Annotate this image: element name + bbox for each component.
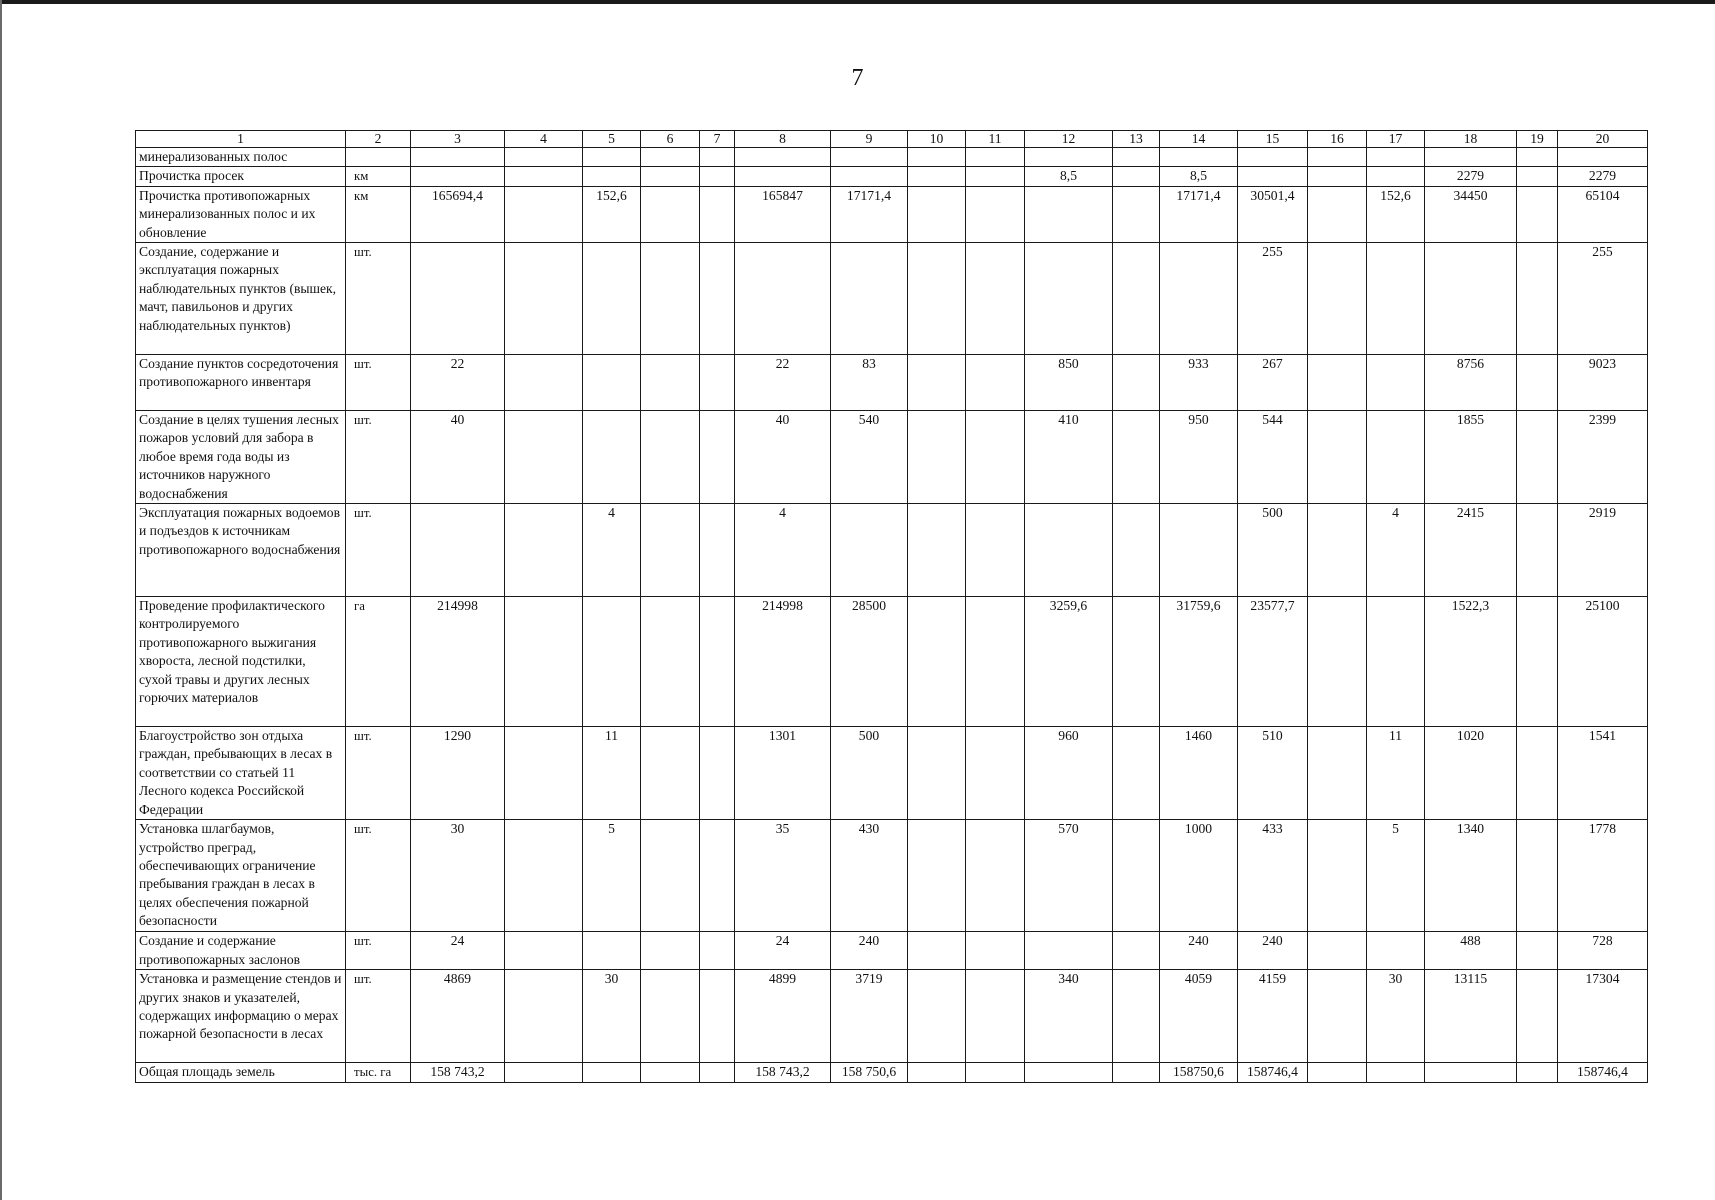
value-cell: 152,6 bbox=[583, 186, 641, 242]
value-cell: 30 bbox=[583, 970, 641, 1063]
value-cell: 267 bbox=[1238, 355, 1308, 411]
header-cell: 17 bbox=[1367, 131, 1425, 148]
value-cell: 11 bbox=[583, 727, 641, 820]
value-cell bbox=[1517, 148, 1558, 167]
value-cell bbox=[700, 970, 735, 1063]
value-cell bbox=[966, 186, 1025, 242]
value-cell bbox=[583, 411, 641, 504]
value-cell bbox=[735, 148, 831, 167]
value-cell bbox=[908, 243, 966, 355]
value-cell: 35 bbox=[735, 820, 831, 932]
value-cell: 2399 bbox=[1558, 411, 1648, 504]
value-cell bbox=[1308, 355, 1367, 411]
table-row bbox=[136, 932, 1648, 970]
value-cell bbox=[505, 932, 583, 970]
value-cell bbox=[1517, 727, 1558, 820]
value-cell bbox=[641, 932, 700, 970]
page-top-border bbox=[0, 0, 1715, 4]
table-row bbox=[136, 243, 1648, 355]
value-cell bbox=[1113, 186, 1160, 242]
value-cell bbox=[505, 186, 583, 242]
value-cell bbox=[1160, 148, 1238, 167]
value-cell: 5 bbox=[1367, 820, 1425, 932]
value-cell: 2279 bbox=[1558, 167, 1648, 186]
value-cell bbox=[908, 355, 966, 411]
value-cell bbox=[505, 504, 583, 597]
value-cell bbox=[1113, 148, 1160, 167]
value-cell bbox=[505, 148, 583, 167]
value-cell bbox=[700, 727, 735, 820]
value-cell: 433 bbox=[1238, 820, 1308, 932]
value-cell bbox=[908, 504, 966, 597]
value-cell bbox=[1308, 504, 1367, 597]
value-cell: 1778 bbox=[1558, 820, 1648, 932]
value-cell: 4 bbox=[735, 504, 831, 597]
value-cell bbox=[1517, 597, 1558, 727]
value-cell: 83 bbox=[831, 355, 908, 411]
header-cell: 7 bbox=[700, 131, 735, 148]
value-cell bbox=[700, 243, 735, 355]
value-cell bbox=[1308, 970, 1367, 1063]
table-row bbox=[136, 504, 1648, 597]
unit-cell: шт. bbox=[346, 243, 411, 355]
value-cell bbox=[505, 597, 583, 727]
value-cell: 1290 bbox=[411, 727, 505, 820]
value-cell bbox=[908, 186, 966, 242]
value-cell: 933 bbox=[1160, 355, 1238, 411]
value-cell: 152,6 bbox=[1367, 186, 1425, 242]
column-numbers-row bbox=[136, 131, 1648, 148]
value-cell: 24 bbox=[735, 932, 831, 970]
value-cell: 40 bbox=[735, 411, 831, 504]
value-cell bbox=[966, 932, 1025, 970]
value-cell bbox=[831, 243, 908, 355]
value-cell: 1020 bbox=[1425, 727, 1517, 820]
value-cell bbox=[1238, 167, 1308, 186]
value-cell: 430 bbox=[831, 820, 908, 932]
value-cell: 540 bbox=[831, 411, 908, 504]
value-cell: 1460 bbox=[1160, 727, 1238, 820]
value-cell bbox=[1025, 504, 1113, 597]
value-cell bbox=[966, 970, 1025, 1063]
value-cell: 1301 bbox=[735, 727, 831, 820]
value-cell bbox=[641, 167, 700, 186]
value-cell: 2919 bbox=[1558, 504, 1648, 597]
value-cell bbox=[1113, 727, 1160, 820]
value-cell bbox=[411, 148, 505, 167]
value-cell bbox=[1517, 243, 1558, 355]
value-cell: 158746,4 bbox=[1558, 1063, 1648, 1082]
value-cell: 4 bbox=[583, 504, 641, 597]
value-cell bbox=[1308, 411, 1367, 504]
value-cell bbox=[1517, 411, 1558, 504]
value-cell bbox=[1517, 504, 1558, 597]
value-cell bbox=[700, 411, 735, 504]
value-cell: 1541 bbox=[1558, 727, 1648, 820]
row-name-cell: Прочистка противопожарных минерализованных полос и их обновление bbox=[136, 186, 346, 242]
value-cell bbox=[1308, 167, 1367, 186]
value-cell: 40 bbox=[411, 411, 505, 504]
header-cell: 9 bbox=[831, 131, 908, 148]
value-cell bbox=[1308, 148, 1367, 167]
value-cell bbox=[1517, 970, 1558, 1063]
value-cell: 17171,4 bbox=[831, 186, 908, 242]
value-cell bbox=[1113, 355, 1160, 411]
value-cell bbox=[1367, 243, 1425, 355]
value-cell bbox=[966, 504, 1025, 597]
value-cell: 500 bbox=[1238, 504, 1308, 597]
value-cell bbox=[735, 243, 831, 355]
value-cell bbox=[966, 597, 1025, 727]
value-cell: 31759,6 bbox=[1160, 597, 1238, 727]
value-cell: 4159 bbox=[1238, 970, 1308, 1063]
value-cell bbox=[1238, 148, 1308, 167]
value-cell bbox=[1025, 932, 1113, 970]
value-cell: 3719 bbox=[831, 970, 908, 1063]
value-cell bbox=[505, 243, 583, 355]
value-cell: 30501,4 bbox=[1238, 186, 1308, 242]
value-cell bbox=[1308, 243, 1367, 355]
table-row bbox=[136, 186, 1648, 242]
header-cell: 19 bbox=[1517, 131, 1558, 148]
value-cell bbox=[700, 355, 735, 411]
value-cell bbox=[966, 820, 1025, 932]
row-name-cell: минерализованных полос bbox=[136, 148, 346, 167]
value-cell: 240 bbox=[831, 932, 908, 970]
value-cell bbox=[1425, 243, 1517, 355]
value-cell bbox=[700, 1063, 735, 1082]
value-cell: 23577,7 bbox=[1238, 597, 1308, 727]
value-cell: 158 743,2 bbox=[411, 1063, 505, 1082]
header-cell: 3 bbox=[411, 131, 505, 148]
header-cell: 13 bbox=[1113, 131, 1160, 148]
value-cell bbox=[1308, 820, 1367, 932]
value-cell: 500 bbox=[831, 727, 908, 820]
table-row bbox=[136, 970, 1648, 1063]
value-cell: 850 bbox=[1025, 355, 1113, 411]
value-cell bbox=[1425, 1063, 1517, 1082]
value-cell bbox=[1113, 167, 1160, 186]
value-cell bbox=[641, 597, 700, 727]
value-cell: 17171,4 bbox=[1160, 186, 1238, 242]
table-row bbox=[136, 411, 1648, 504]
unit-cell: км bbox=[346, 186, 411, 242]
value-cell bbox=[641, 820, 700, 932]
value-cell: 165847 bbox=[735, 186, 831, 242]
value-cell: 510 bbox=[1238, 727, 1308, 820]
value-cell: 4059 bbox=[1160, 970, 1238, 1063]
value-cell bbox=[1367, 355, 1425, 411]
value-cell bbox=[831, 167, 908, 186]
row-name-cell: Прочистка просек bbox=[136, 167, 346, 186]
value-cell bbox=[1308, 597, 1367, 727]
header-cell: 14 bbox=[1160, 131, 1238, 148]
value-cell bbox=[1425, 148, 1517, 167]
value-cell: 1855 bbox=[1425, 411, 1517, 504]
value-cell bbox=[700, 167, 735, 186]
value-cell: 544 bbox=[1238, 411, 1308, 504]
value-cell: 4899 bbox=[735, 970, 831, 1063]
value-cell bbox=[1367, 1063, 1425, 1082]
value-cell bbox=[641, 186, 700, 242]
value-cell: 25100 bbox=[1558, 597, 1648, 727]
row-name-cell: Создание, содержание и эксплуатация пожарных наблюдательных пунктов (вышек, мачт, павильонов и других наблюдательных пунктов) bbox=[136, 243, 346, 355]
value-cell bbox=[700, 820, 735, 932]
header-cell: 11 bbox=[966, 131, 1025, 148]
value-cell: 4 bbox=[1367, 504, 1425, 597]
value-cell: 1000 bbox=[1160, 820, 1238, 932]
value-cell bbox=[1113, 597, 1160, 727]
value-cell bbox=[641, 1063, 700, 1082]
value-cell: 22 bbox=[735, 355, 831, 411]
value-cell bbox=[505, 970, 583, 1063]
value-cell bbox=[700, 148, 735, 167]
unit-cell: км bbox=[346, 167, 411, 186]
unit-cell: шт. bbox=[346, 355, 411, 411]
value-cell bbox=[505, 820, 583, 932]
value-cell bbox=[908, 597, 966, 727]
value-cell: 950 bbox=[1160, 411, 1238, 504]
value-cell bbox=[641, 727, 700, 820]
table-row bbox=[136, 1063, 1648, 1082]
page-left-border bbox=[0, 0, 2, 1200]
value-cell bbox=[1160, 243, 1238, 355]
page-number: 7 bbox=[851, 65, 864, 91]
value-cell: 570 bbox=[1025, 820, 1113, 932]
row-name-cell: Проведение профилактического контролируемого противопожарного выжигания хвороста, лесной подстилки, сухой травы и других лесных горючих материалов bbox=[136, 597, 346, 727]
value-cell bbox=[735, 167, 831, 186]
value-cell: 8,5 bbox=[1160, 167, 1238, 186]
value-cell bbox=[505, 1063, 583, 1082]
value-cell bbox=[1308, 1063, 1367, 1082]
value-cell bbox=[1025, 1063, 1113, 1082]
header-cell: 1 bbox=[136, 131, 346, 148]
value-cell bbox=[908, 970, 966, 1063]
value-cell: 1340 bbox=[1425, 820, 1517, 932]
value-cell: 728 bbox=[1558, 932, 1648, 970]
value-cell bbox=[583, 597, 641, 727]
header-cell: 15 bbox=[1238, 131, 1308, 148]
value-cell bbox=[908, 820, 966, 932]
value-cell bbox=[1025, 186, 1113, 242]
value-cell bbox=[1308, 727, 1367, 820]
value-cell bbox=[1367, 148, 1425, 167]
value-cell bbox=[1517, 820, 1558, 932]
value-cell bbox=[583, 1063, 641, 1082]
value-cell bbox=[1517, 932, 1558, 970]
value-cell bbox=[908, 1063, 966, 1082]
value-cell bbox=[1367, 411, 1425, 504]
value-cell bbox=[411, 167, 505, 186]
value-cell bbox=[908, 411, 966, 504]
value-cell bbox=[1113, 1063, 1160, 1082]
value-cell bbox=[641, 355, 700, 411]
value-cell bbox=[966, 727, 1025, 820]
value-cell bbox=[908, 932, 966, 970]
value-cell bbox=[641, 970, 700, 1063]
value-cell bbox=[1113, 243, 1160, 355]
value-cell bbox=[1367, 932, 1425, 970]
value-cell bbox=[1367, 597, 1425, 727]
value-cell bbox=[1113, 504, 1160, 597]
value-cell: 158746,4 bbox=[1238, 1063, 1308, 1082]
value-cell bbox=[1367, 167, 1425, 186]
value-cell bbox=[966, 355, 1025, 411]
value-cell: 28500 bbox=[831, 597, 908, 727]
value-cell bbox=[1025, 148, 1113, 167]
header-cell: 4 bbox=[505, 131, 583, 148]
unit-cell: га bbox=[346, 597, 411, 727]
value-cell: 24 bbox=[411, 932, 505, 970]
value-cell: 8,5 bbox=[1025, 167, 1113, 186]
unit-cell bbox=[346, 148, 411, 167]
value-cell bbox=[966, 167, 1025, 186]
table-row bbox=[136, 820, 1648, 932]
value-cell: 2415 bbox=[1425, 504, 1517, 597]
row-name-cell: Общая площадь земель bbox=[136, 1063, 346, 1082]
value-cell bbox=[505, 167, 583, 186]
value-cell: 1522,3 bbox=[1425, 597, 1517, 727]
value-cell bbox=[908, 727, 966, 820]
value-cell: 158 743,2 bbox=[735, 1063, 831, 1082]
table-row bbox=[136, 167, 1648, 186]
row-name-cell: Установка шлагбаумов, устройство преград, обеспечивающих ограничение пребывания граждан в лесах в целях обеспечения пожарной безопасности bbox=[136, 820, 346, 932]
unit-cell: тыс. га bbox=[346, 1063, 411, 1082]
value-cell bbox=[1308, 186, 1367, 242]
value-cell: 255 bbox=[1558, 243, 1648, 355]
value-cell bbox=[1517, 167, 1558, 186]
table-row bbox=[136, 727, 1648, 820]
header-cell: 16 bbox=[1308, 131, 1367, 148]
row-name-cell: Благоустройство зон отдыха граждан, пребывающих в лесах в соответствии со статьей 11 Лесного кодекса Российской Федерации bbox=[136, 727, 346, 820]
value-cell bbox=[908, 148, 966, 167]
value-cell: 13115 bbox=[1425, 970, 1517, 1063]
value-cell: 410 bbox=[1025, 411, 1113, 504]
value-cell bbox=[583, 148, 641, 167]
fire-safety-measures-table bbox=[135, 130, 1648, 1083]
value-cell bbox=[700, 932, 735, 970]
value-cell: 8756 bbox=[1425, 355, 1517, 411]
value-cell bbox=[966, 1063, 1025, 1082]
value-cell bbox=[966, 411, 1025, 504]
value-cell bbox=[411, 243, 505, 355]
unit-cell: шт. bbox=[346, 727, 411, 820]
value-cell: 488 bbox=[1425, 932, 1517, 970]
value-cell bbox=[908, 167, 966, 186]
value-cell: 255 bbox=[1238, 243, 1308, 355]
value-cell bbox=[1113, 932, 1160, 970]
value-cell bbox=[1517, 1063, 1558, 1082]
row-name-cell: Эксплуатация пожарных водоемов и подъездов к источникам противопожарного водоснабжения bbox=[136, 504, 346, 597]
header-cell: 12 bbox=[1025, 131, 1113, 148]
value-cell: 240 bbox=[1160, 932, 1238, 970]
header-cell: 5 bbox=[583, 131, 641, 148]
row-name-cell: Создание пунктов сосредоточения противопожарного инвентаря bbox=[136, 355, 346, 411]
value-cell bbox=[505, 355, 583, 411]
unit-cell: шт. bbox=[346, 411, 411, 504]
value-cell bbox=[1113, 411, 1160, 504]
value-cell bbox=[1113, 820, 1160, 932]
value-cell bbox=[641, 243, 700, 355]
value-cell bbox=[1517, 355, 1558, 411]
value-cell bbox=[505, 727, 583, 820]
value-cell bbox=[700, 186, 735, 242]
value-cell bbox=[1308, 932, 1367, 970]
value-cell bbox=[1558, 148, 1648, 167]
value-cell: 214998 bbox=[411, 597, 505, 727]
value-cell bbox=[641, 504, 700, 597]
value-cell bbox=[831, 148, 908, 167]
header-cell: 10 bbox=[908, 131, 966, 148]
value-cell bbox=[641, 148, 700, 167]
value-cell: 214998 bbox=[735, 597, 831, 727]
header-cell: 18 bbox=[1425, 131, 1517, 148]
value-cell bbox=[1517, 186, 1558, 242]
value-cell: 3259,6 bbox=[1025, 597, 1113, 727]
value-cell bbox=[700, 597, 735, 727]
value-cell: 34450 bbox=[1425, 186, 1517, 242]
value-cell: 158750,6 bbox=[1160, 1063, 1238, 1082]
value-cell: 158 750,6 bbox=[831, 1063, 908, 1082]
row-name-cell: Создание в целях тушения лесных пожаров условий для забора в любое время года воды из источников наружного водоснабжения bbox=[136, 411, 346, 504]
unit-cell: шт. bbox=[346, 820, 411, 932]
value-cell: 165694,4 bbox=[411, 186, 505, 242]
value-cell: 4869 bbox=[411, 970, 505, 1063]
value-cell bbox=[1025, 243, 1113, 355]
value-cell: 9023 bbox=[1558, 355, 1648, 411]
row-name-cell: Установка и размещение стендов и других знаков и указателей, содержащих информацию о мерах пожарной безопасности в лесах bbox=[136, 970, 346, 1063]
value-cell bbox=[1160, 504, 1238, 597]
header-cell: 2 bbox=[346, 131, 411, 148]
table-row bbox=[136, 597, 1648, 727]
unit-cell: шт. bbox=[346, 504, 411, 597]
value-cell bbox=[583, 243, 641, 355]
header-cell: 8 bbox=[735, 131, 831, 148]
value-cell: 30 bbox=[1367, 970, 1425, 1063]
value-cell: 240 bbox=[1238, 932, 1308, 970]
value-cell bbox=[505, 411, 583, 504]
value-cell bbox=[1113, 970, 1160, 1063]
value-cell bbox=[641, 411, 700, 504]
unit-cell: шт. bbox=[346, 970, 411, 1063]
value-cell: 11 bbox=[1367, 727, 1425, 820]
header-cell: 20 bbox=[1558, 131, 1648, 148]
value-cell: 2279 bbox=[1425, 167, 1517, 186]
value-cell bbox=[583, 355, 641, 411]
value-cell: 5 bbox=[583, 820, 641, 932]
value-cell: 30 bbox=[411, 820, 505, 932]
value-cell: 960 bbox=[1025, 727, 1113, 820]
value-cell bbox=[411, 504, 505, 597]
value-cell: 22 bbox=[411, 355, 505, 411]
value-cell bbox=[700, 504, 735, 597]
value-cell bbox=[583, 932, 641, 970]
unit-cell: шт. bbox=[346, 932, 411, 970]
value-cell: 65104 bbox=[1558, 186, 1648, 242]
value-cell bbox=[583, 167, 641, 186]
row-name-cell: Создание и содержание противопожарных заслонов bbox=[136, 932, 346, 970]
value-cell bbox=[831, 504, 908, 597]
value-cell bbox=[966, 148, 1025, 167]
table-row bbox=[136, 148, 1648, 167]
table-row bbox=[136, 355, 1648, 411]
value-cell: 340 bbox=[1025, 970, 1113, 1063]
header-cell: 6 bbox=[641, 131, 700, 148]
value-cell: 17304 bbox=[1558, 970, 1648, 1063]
value-cell bbox=[966, 243, 1025, 355]
